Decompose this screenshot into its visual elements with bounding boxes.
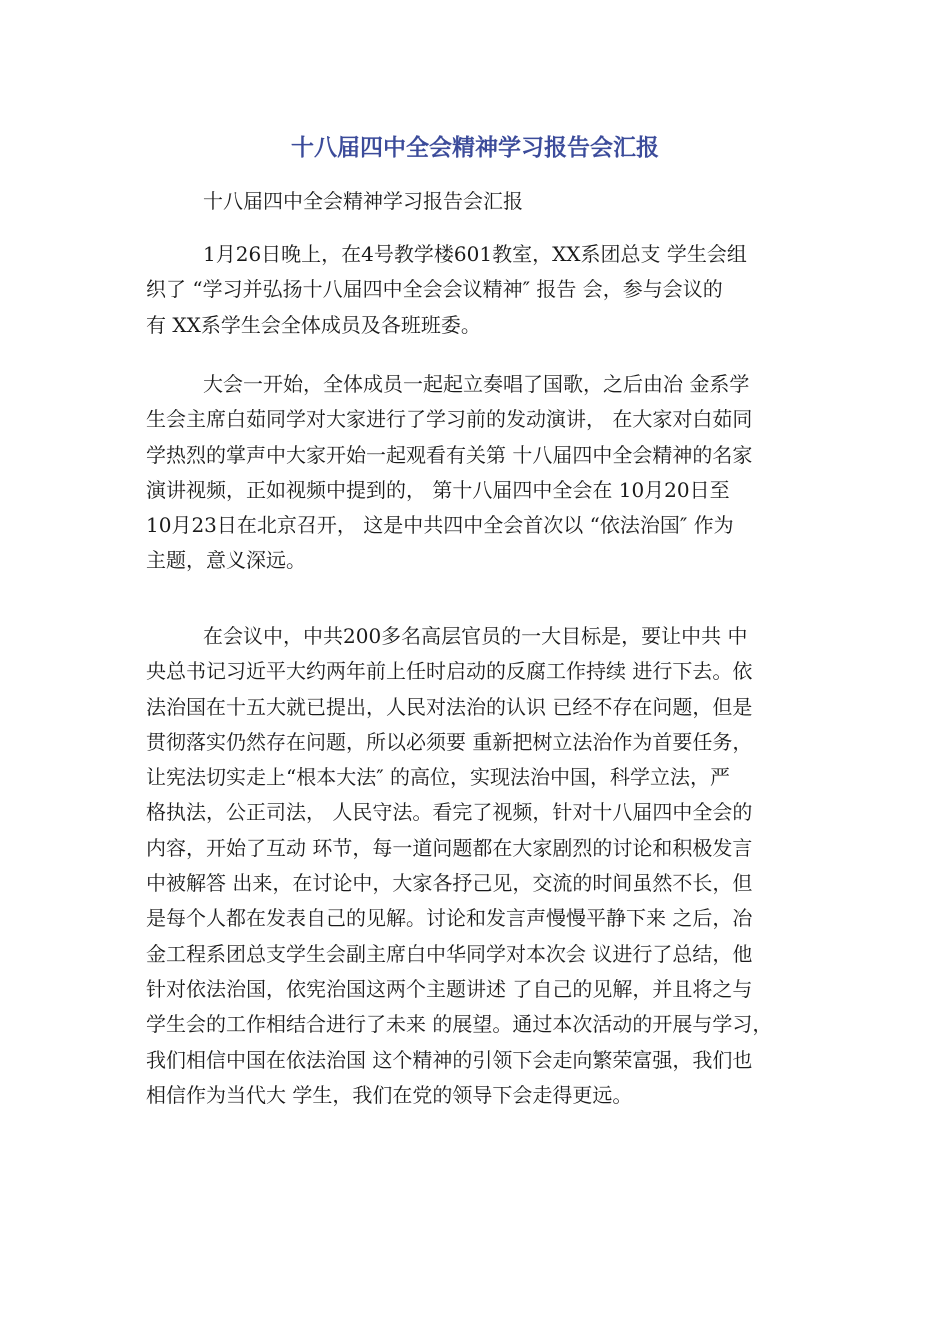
- document-subtitle: 十八届四中全会精神学习报告会汇报: [203, 189, 523, 213]
- paragraph-line: 中被解答 出来，在讨论中，大家各抒己见，交流的时间虽然不长，但: [146, 871, 753, 896]
- paragraph-line: 学热烈的掌声中大家开始一起观看有关第 十八届四中全会精神的名家: [146, 442, 753, 467]
- paragraph-line: 1月26日晚上，在4号教学楼601教室，XX系团总支 学生会组: [203, 242, 747, 266]
- paragraph-line: 演讲视频，正如视频中提到的， 第十八届四中全会在 10月20日至: [146, 477, 730, 502]
- paragraph-line: 主题，意义深远。: [146, 548, 306, 573]
- paragraph-line: 相信作为当代大 学生，我们在党的领导下会走得更远。: [146, 1082, 633, 1107]
- document-title: 十八届四中全会精神学习报告会汇报: [291, 135, 659, 161]
- paragraph-line: 10月23日在北京召开， 这是中共四中全会首次以 “依法治国″ 作为: [146, 513, 734, 538]
- paragraph-line: 是每个人都在发表自己的见解。讨论和发言声慢慢平静下来 之后，冶: [146, 906, 753, 931]
- paragraph-line: 在会议中，中共200多名高层官员的一大目标是，要让中共 中: [203, 624, 748, 648]
- paragraph-1: [146, 237, 816, 343]
- paragraph-line: 格执法，公正司法， 人民守法。看完了视频，针对十八届四中全会的: [146, 800, 753, 825]
- paragraph-line: 央总书记习近平大约两年前上任时启动的反腐工作持续 进行下去。依: [146, 659, 753, 684]
- paragraph-line: 贯彻落实仍然存在问题，所以必须要 重新把树立法治作为首要任务，: [146, 729, 753, 754]
- paragraph-line: 内容，开始了互动 环节，每一道问题都在大家剧烈的讨论和积极发言: [146, 835, 753, 860]
- paragraph-line: 针对依法治国，依宪治国这两个主题讲述 了自己的见解，并且将之与: [146, 976, 753, 1001]
- paragraph-line: 我们相信中国在依法治国 这个精神的引领下会走向繁荣富强，我们也: [146, 1047, 753, 1072]
- paragraph-line: 织了 “学习并弘扬十八届四中全会会议精神″ 报告 会，参与会议的: [146, 277, 723, 302]
- paragraph-line: 有 XX系学生会全体成员及各班班委。: [146, 312, 481, 337]
- paragraph-line: 法治国在十五大就已提出，人民对法治的认识 已经不存在问题，但是: [146, 694, 753, 719]
- paragraph-2: [146, 367, 816, 579]
- paragraph-line: 生会主席白茹同学对大家进行了学习前的发动演讲， 在大家对白茹同: [146, 407, 753, 432]
- paragraph-line: 金工程系团总支学生会副主席白中华同学对本次会 议进行了总结，他: [146, 941, 753, 966]
- paragraph-line: 大会一开始，全体成员一起起立奏唱了国歌，之后由冶 金系学: [203, 372, 750, 396]
- paragraph-line: 学生会的工作相结合进行了未来 的展望。通过本次活动的开展与学习，: [146, 1012, 773, 1037]
- paragraph-3: [146, 619, 816, 1113]
- paragraph-line: 让宪法切实走上“根本大法″ 的高位，实现法治中国，科学立法，严: [146, 765, 731, 790]
